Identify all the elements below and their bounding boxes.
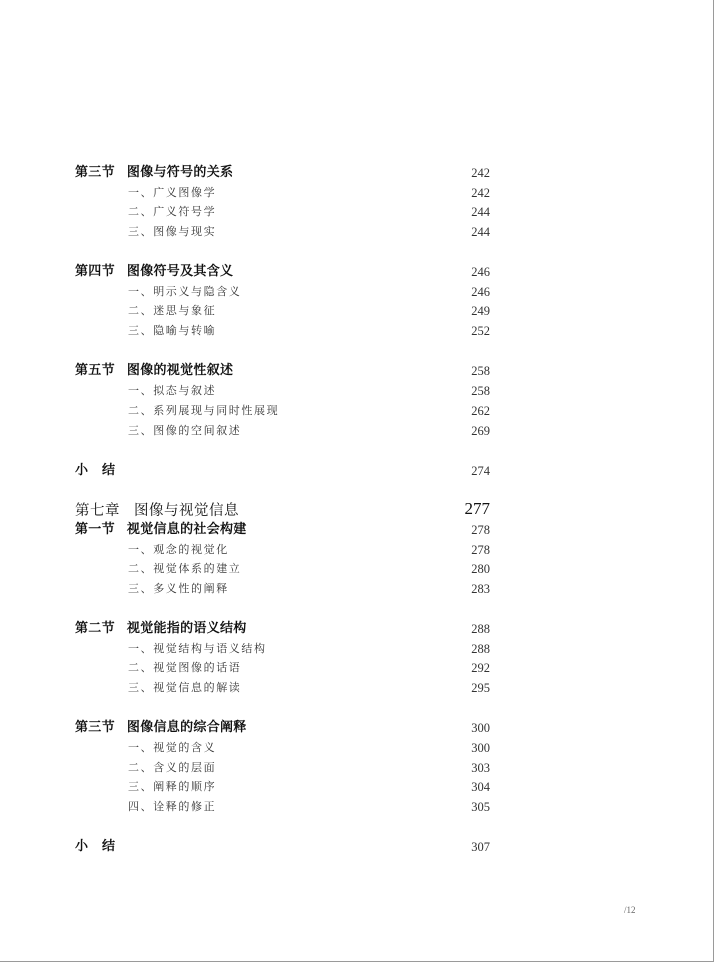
- page-number: 300: [471, 741, 490, 755]
- toc-item-label: 三、隐喻与转喻: [128, 324, 217, 337]
- toc-item-label: 一、视觉结构与语义结构: [128, 642, 267, 655]
- page-number: 269: [471, 424, 490, 438]
- toc-item[interactable]: [0, 381, 714, 401]
- page-number: 244: [471, 225, 490, 239]
- page-number: 295: [471, 681, 490, 695]
- page-number: 288: [471, 642, 490, 656]
- toc-item-label: 二、系列展现与同时性展现: [128, 404, 280, 417]
- page-number: 277: [464, 499, 490, 518]
- toc-item[interactable]: [0, 421, 714, 441]
- toc-item-label: 三、图像与现实: [128, 225, 217, 238]
- toc-item[interactable]: [0, 658, 714, 678]
- section-heading-text: 第四节 图像符号及其含义: [75, 264, 234, 279]
- page-number: 244: [471, 205, 490, 219]
- toc-item[interactable]: [0, 401, 714, 421]
- page-number: 278: [471, 543, 490, 557]
- toc-item[interactable]: [0, 202, 714, 222]
- toc-item-label: 一、明示义与隐含义: [128, 285, 242, 298]
- page-number: 304: [471, 780, 490, 794]
- page-number: 288: [471, 622, 490, 636]
- section-heading-text: 第二节 视觉能指的语义结构: [75, 621, 247, 636]
- toc-item[interactable]: [0, 222, 714, 242]
- toc-item-label: 二、广义符号学: [128, 205, 217, 218]
- toc-item[interactable]: [0, 797, 714, 817]
- toc-section-heading[interactable]: [0, 262, 714, 282]
- page-number: 258: [471, 364, 490, 378]
- toc-item[interactable]: [0, 639, 714, 659]
- toc-item-label: 一、拟态与叙述: [128, 384, 217, 397]
- toc-section-heading[interactable]: [0, 163, 714, 183]
- page-number: 242: [471, 166, 490, 180]
- toc-section-heading[interactable]: [0, 619, 714, 639]
- toc-summary[interactable]: [0, 837, 714, 857]
- page-number: 303: [471, 761, 490, 775]
- page-number: 280: [471, 562, 490, 576]
- toc-section-heading[interactable]: [0, 718, 714, 738]
- toc-item-label: 二、迷思与象征: [128, 304, 217, 317]
- toc-section-heading[interactable]: [0, 520, 714, 540]
- chapter-heading-text: 第七章 图像与视觉信息: [75, 503, 239, 519]
- toc-item-label: 三、多义性的阐释: [128, 582, 229, 595]
- toc-item[interactable]: [0, 321, 714, 341]
- toc-item[interactable]: [0, 678, 714, 698]
- toc-item-label: 二、视觉体系的建立: [128, 562, 242, 575]
- toc-item-label: 四、诠释的修正: [128, 800, 217, 813]
- page-number: 307: [471, 840, 490, 854]
- toc-item[interactable]: [0, 282, 714, 302]
- page-number: 258: [471, 384, 490, 398]
- toc-item[interactable]: [0, 758, 714, 778]
- toc-item-label: 三、视觉信息的解读: [128, 681, 242, 694]
- toc-item[interactable]: [0, 579, 714, 599]
- toc-summary[interactable]: [0, 461, 714, 481]
- page-number: 292: [471, 661, 490, 675]
- toc-item-label: 三、图像的空间叙述: [128, 424, 242, 437]
- toc-item-label: 一、观念的视觉化: [128, 543, 229, 556]
- toc-chapter-heading[interactable]: [0, 501, 714, 521]
- section-heading-text: 第五节 图像的视觉性叙述: [75, 363, 234, 378]
- toc-item[interactable]: [0, 777, 714, 797]
- toc-item[interactable]: [0, 738, 714, 758]
- summary-label: 小结: [75, 839, 130, 854]
- page-number: 252: [471, 324, 490, 338]
- toc-item[interactable]: [0, 559, 714, 579]
- toc-item-label: 一、视觉的含义: [128, 741, 217, 754]
- page-number: 249: [471, 304, 490, 318]
- toc-item-label: 三、阐释的顺序: [128, 780, 217, 793]
- toc-item[interactable]: [0, 301, 714, 321]
- toc-item[interactable]: [0, 540, 714, 560]
- section-heading-text: 第一节 视觉信息的社会构建: [75, 522, 247, 537]
- page-number: 283: [471, 582, 490, 596]
- toc-section-heading[interactable]: [0, 361, 714, 381]
- page-indicator: /12: [624, 905, 636, 915]
- page-number: 278: [471, 523, 490, 537]
- section-heading-text: 第三节 图像信息的综合阐释: [75, 720, 247, 735]
- toc-item-label: 二、视觉图像的话语: [128, 661, 242, 674]
- page-number: 274: [471, 464, 490, 478]
- page-number: 246: [471, 285, 490, 299]
- toc-item[interactable]: [0, 183, 714, 203]
- page-number: 300: [471, 721, 490, 735]
- page-number: 305: [471, 800, 490, 814]
- summary-label: 小结: [75, 463, 130, 478]
- page-number: 242: [471, 186, 490, 200]
- section-heading-text: 第三节 图像与符号的关系: [75, 165, 234, 180]
- page-number: 262: [471, 404, 490, 418]
- page-number: 246: [471, 265, 490, 279]
- toc-item-label: 二、含义的层面: [128, 761, 217, 774]
- toc-item-label: 一、广义图像学: [128, 186, 217, 199]
